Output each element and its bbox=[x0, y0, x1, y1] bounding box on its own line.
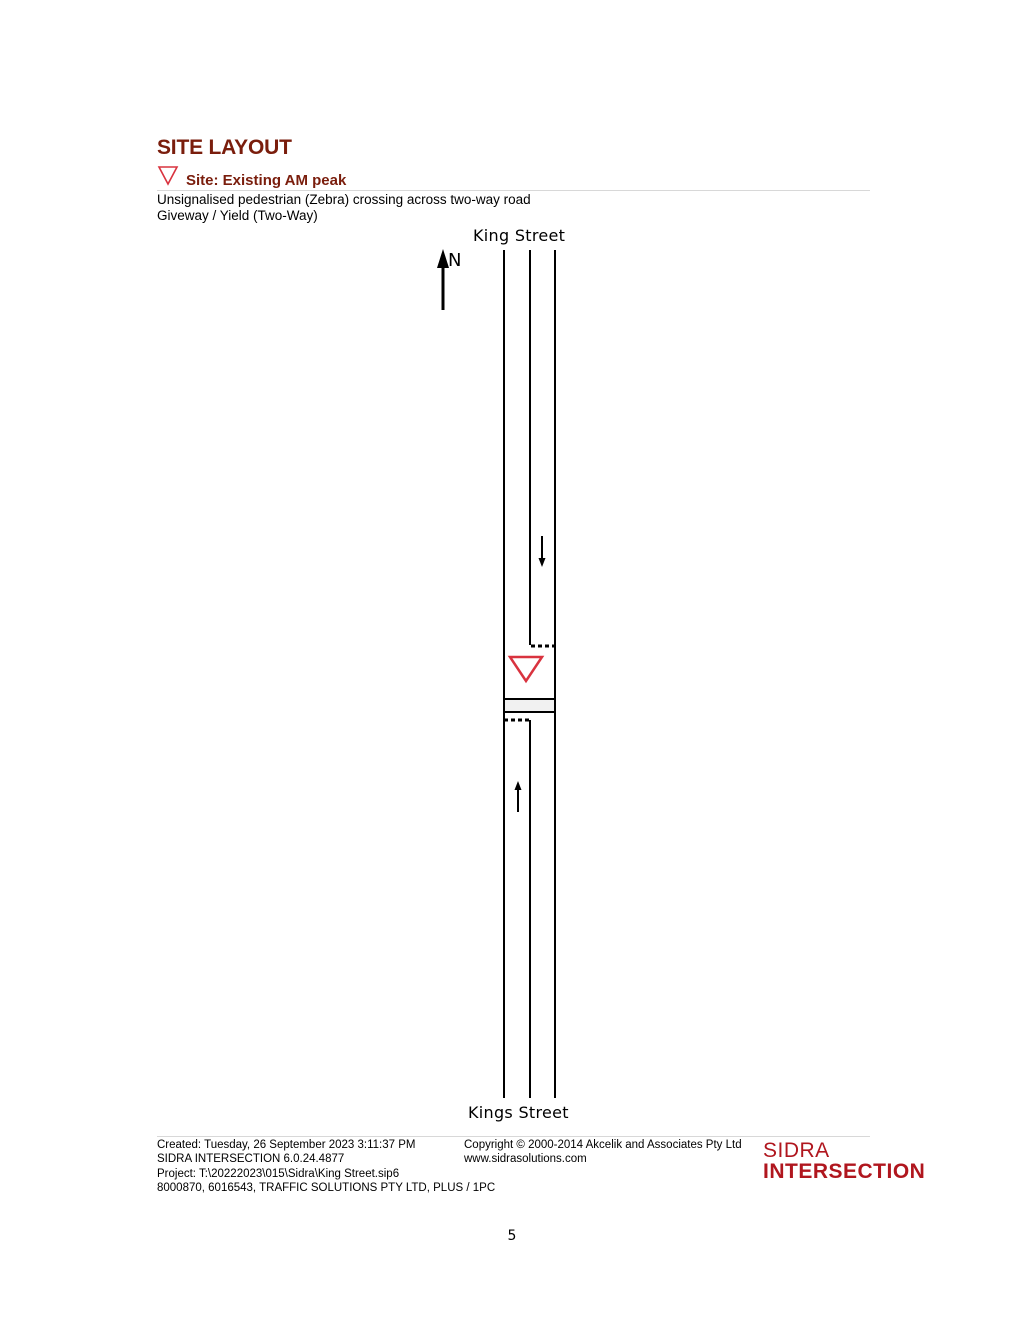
license-info: 8000870, 6016543, TRAFFIC SOLUTIONS PTY LTD, PLUS / 1PC bbox=[157, 1181, 496, 1194]
website-link[interactable]: www.sidrasolutions.com bbox=[464, 1153, 587, 1166]
site-name: Site: Existing AM peak bbox=[186, 172, 347, 189]
footer-copyright bbox=[464, 1138, 742, 1167]
sidra-logo bbox=[763, 1139, 926, 1184]
project-path: Project: T:\20222023\015\Sidra\King Street.sip6 bbox=[157, 1167, 400, 1180]
site-description: Unsignalised pedestrian (Zebra) crossing across two-way road bbox=[157, 192, 531, 207]
south-street-label: Kings Street bbox=[468, 1103, 569, 1122]
software-version: SIDRA INTERSECTION 6.0.24.4877 bbox=[157, 1153, 345, 1166]
page-title: SITE LAYOUT bbox=[157, 136, 292, 159]
page-number: 5 bbox=[507, 1228, 517, 1244]
copyright-text: Copyright © 2000-2014 Akcelik and Associates Pty Ltd bbox=[464, 1139, 742, 1151]
northbound-arrow-icon bbox=[515, 781, 522, 812]
north-street-label: King Street bbox=[473, 226, 566, 245]
logo-line-1: SIDRA bbox=[763, 1139, 830, 1162]
north-label: N bbox=[448, 250, 462, 271]
southbound-arrow-icon bbox=[539, 536, 546, 567]
created-timestamp: Created: Tuesday, 26 September 2023 3:11:37 PM bbox=[157, 1139, 416, 1151]
pedestrian-crossing bbox=[504, 699, 555, 712]
yield-sign-icon bbox=[510, 657, 542, 681]
logo-line-2: INTERSECTION bbox=[763, 1160, 926, 1183]
footer-divider bbox=[157, 1136, 870, 1137]
site-control-type: Giveway / Yield (Two-Way) bbox=[157, 208, 318, 223]
footer-info bbox=[157, 1138, 495, 1195]
